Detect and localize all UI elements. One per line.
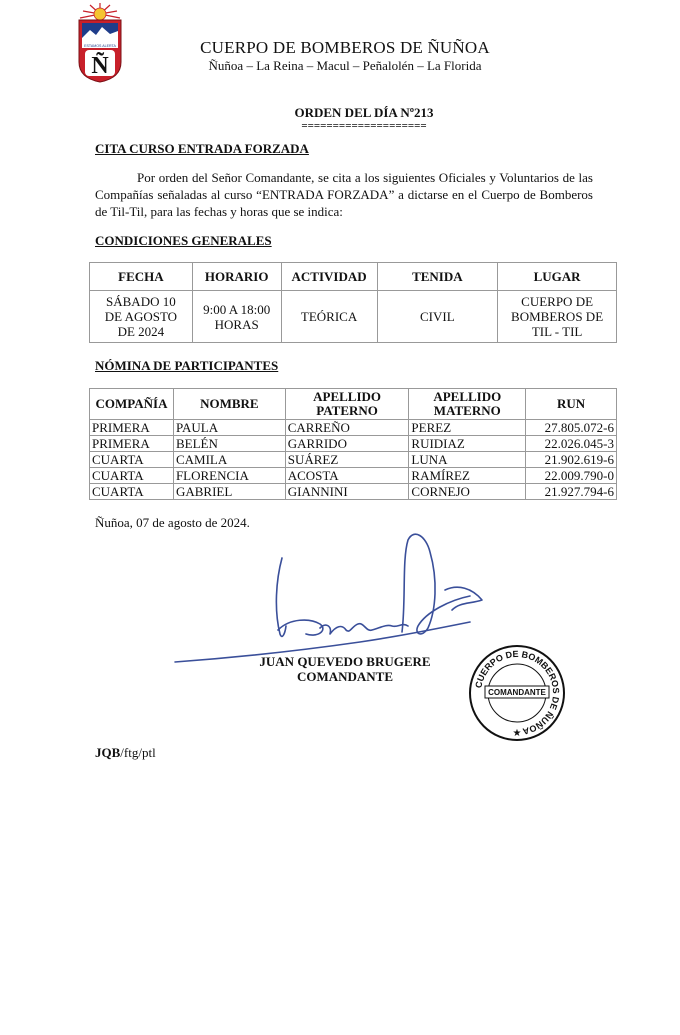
table-row — [90, 436, 617, 452]
cell-apellido-materno: RUIDIAZ — [409, 436, 526, 452]
conditions-row — [90, 291, 617, 343]
cell-compania: CUARTA — [90, 452, 174, 468]
conditions-section-title: CONDICIONES GENERALES — [95, 233, 272, 248]
fecha-line-3: DE 2024 — [117, 324, 165, 339]
cell-run: 22.026.045-3 — [526, 436, 617, 452]
cell-apellido-paterno: CARREÑO — [285, 420, 409, 436]
cell-apellido-materno: PEREZ — [409, 420, 526, 436]
order-title: ORDEN DEL DÍA Nº213 — [294, 105, 434, 120]
cell-actividad: TEÓRICA — [281, 291, 377, 343]
initials-rest: /ftg/ptl — [120, 745, 156, 760]
logo-motto: ESTAMOS ALERTA — [84, 44, 116, 48]
header-run: RUN — [526, 389, 617, 420]
signer-role: COMANDANTE — [296, 669, 394, 684]
cell-horario — [192, 291, 281, 343]
table-row — [90, 452, 617, 468]
order-title-underline: ==================== — [301, 120, 427, 132]
official-stamp — [468, 644, 566, 742]
header-paterno-line-2: PATERNO — [316, 403, 378, 418]
stamp-ring-text: CUERPO DE BOMBEROS DE ÑUÑOA — [473, 648, 562, 737]
participants-table — [89, 388, 617, 500]
cell-compania: CUARTA — [90, 468, 174, 484]
horario-line-2: HORAS — [214, 316, 259, 332]
conditions-header-row — [90, 263, 617, 291]
fecha-line-2: DE AGOSTO — [104, 309, 178, 324]
cell-apellido-paterno: SUÁREZ — [285, 452, 409, 468]
lugar-line-2: BOMBEROS DE — [511, 309, 604, 324]
header-paterno-line-1: APELLIDO — [313, 389, 382, 404]
participants-section-title: NÓMINA DE PARTICIPANTES — [95, 358, 279, 373]
place-and-date: Ñuñoa, 07 de agosto de 2024. — [95, 515, 250, 530]
participants-header-row — [90, 389, 617, 420]
table-row — [90, 484, 617, 500]
header-materno-line-1: APELLIDO — [433, 389, 502, 404]
cell-compania: CUARTA — [90, 484, 174, 500]
header-fecha: FECHA — [90, 263, 193, 291]
cell-nombre: GABRIEL — [173, 484, 285, 500]
cell-nombre: CAMILA — [173, 452, 285, 468]
table-row — [90, 420, 617, 436]
fecha-line-1: SÁBADO 10 — [106, 294, 176, 309]
cell-run: 22.009.790-0 — [526, 468, 617, 484]
header-materno-line-2: MATERNO — [433, 403, 501, 418]
cell-apellido-paterno: GIANNINI — [285, 484, 409, 500]
header-apellido-paterno — [285, 389, 409, 420]
cell-compania: PRIMERA — [90, 420, 174, 436]
lugar-line-3: TIL - TIL — [531, 324, 583, 339]
cell-apellido-paterno: ACOSTA — [285, 468, 409, 484]
cell-lugar — [498, 291, 617, 343]
stamp-center-text: COMANDANTE — [488, 688, 546, 697]
table-row — [90, 468, 617, 484]
cell-apellido-materno: LUNA — [409, 452, 526, 468]
cell-compania: PRIMERA — [90, 436, 174, 452]
logo-letter: Ñ — [91, 53, 109, 79]
stamp-star-icon: ★ — [512, 728, 522, 739]
initials-bold: JQB — [95, 745, 121, 760]
cell-run: 27.805.072-6 — [526, 420, 617, 436]
header-compania: COMPAÑÍA — [90, 389, 174, 420]
header-horario: HORARIO — [192, 263, 281, 291]
conditions-table — [89, 262, 617, 343]
cell-nombre: BELÉN — [173, 436, 285, 452]
cell-fecha — [90, 291, 193, 343]
cell-run: 21.902.619-6 — [526, 452, 617, 468]
cell-apellido-materno: RAMÍREZ — [409, 468, 526, 484]
organization-communes: Ñuñoa – La Reina – Macul – Peñalolén – La Florida — [208, 58, 482, 73]
signer-name: JUAN QUEVEDO BRUGERE — [259, 654, 431, 669]
horario-line-1: 9:00 A 18:00 — [203, 301, 271, 317]
fire-department-crest-logo — [76, 2, 124, 84]
cell-tenida: CIVIL — [377, 291, 498, 343]
cell-run: 21.927.794-6 — [526, 484, 617, 500]
cell-apellido-paterno: GARRIDO — [285, 436, 409, 452]
header-actividad: ACTIVIDAD — [281, 263, 377, 291]
header-nombre: NOMBRE — [173, 389, 285, 420]
cell-apellido-materno: CORNEJO — [409, 484, 526, 500]
lugar-line-1: CUERPO DE — [521, 294, 594, 309]
cita-section-title: CITA CURSO ENTRADA FORZADA — [95, 141, 309, 156]
cell-nombre: PAULA — [173, 420, 285, 436]
organization-name: CUERPO DE BOMBEROS DE ÑUÑOA — [200, 38, 490, 57]
header-lugar: LUGAR — [498, 263, 617, 291]
cita-body-paragraph: Por orden del Señor Comandante, se cita a los siguientes Oficiales y Voluntarios de las Compañías señaladas al curso “ENTRADA FORZADA” a dictarse en el Cuerpo de Bomberos de Til-Til, para las fechas y horas que se indica: — [95, 170, 593, 219]
reference-initials — [95, 745, 156, 761]
header-apellido-materno — [409, 389, 526, 420]
header-tenida: TENIDA — [377, 263, 498, 291]
cell-nombre: FLORENCIA — [173, 468, 285, 484]
